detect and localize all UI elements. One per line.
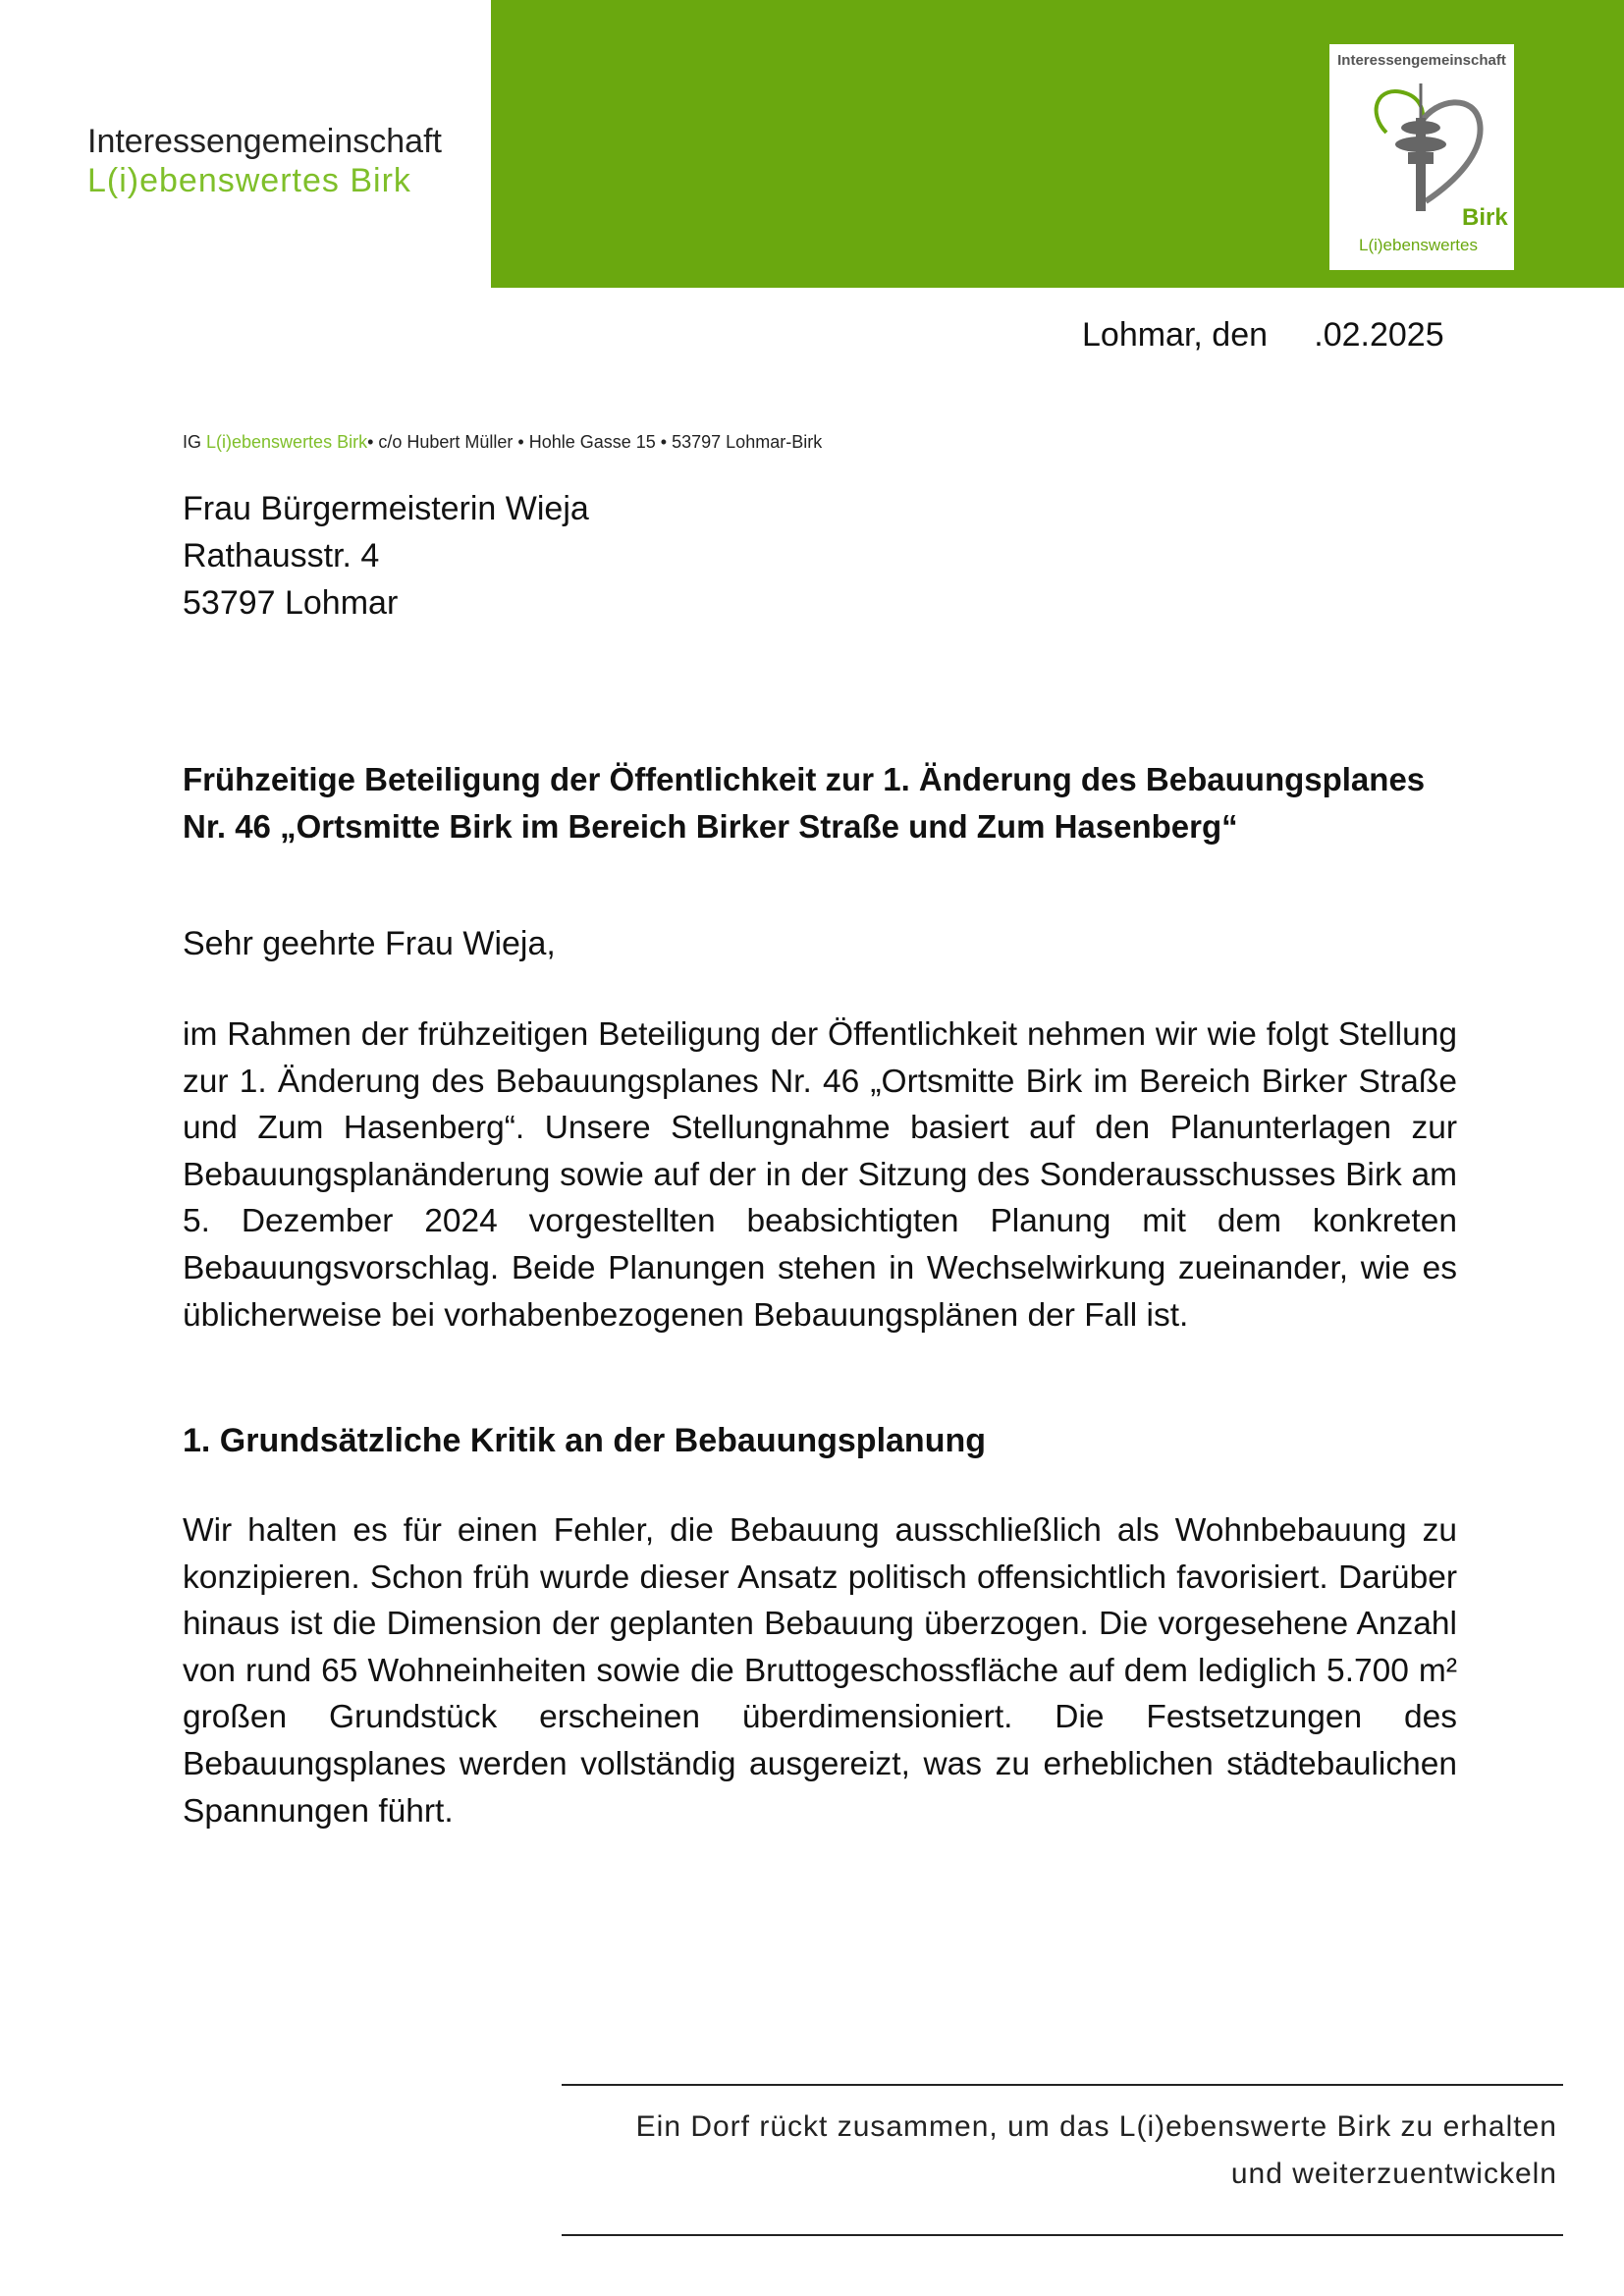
sender-prefix: IG [183,432,207,452]
recipient-name: Frau Bürgermeisterin Wieja [183,490,589,527]
recipient-city: 53797 Lohmar [183,584,399,622]
section-heading-1: 1. Grundsätzliche Kritik an der Bebauungsplanung [183,1422,987,1459]
footer-motto-line1: Ein Dorf rückt zusammen, um das L(i)ebenswerte Birk zu erhalten [635,2110,1557,2143]
salutation: Sehr geehrte Frau Wieja, [183,925,556,962]
sender-return-address [183,432,822,453]
logo-subtitle-text: L(i)ebenswertes [1359,236,1478,254]
organization-logo [1329,44,1514,270]
body-paragraph-1: im Rahmen der frühzeitigen Beteiligung der Öffentlichkeit nehmen wir wie folgt Stellung zur 1. Änderung des Bebauungsplanes Nr. 46 „Ortsmitte Birk im Bereich Birker Straße und Zum Hasenberg“. Unsere Stellungnahme basiert auf den Planunterlagen zur Bebauungsplanänderung sowie auf der in der Sitzung des Sonderausschusses Birk am 5. Dezember 2024 vorgestellten beabsichtigten Planung mit dem konkreten Bebauungsvorschlag. Beide Planungen stehen in Wechselwirkung zueinander, wie es üblicherweise bei vorhabenbezogenen Bebauungsplänen der Fall ist. [183,1016,1457,1334]
tower-heart-icon [1347,74,1494,221]
date-prefix: Lohmar, den [1082,316,1269,354]
footer-bottom-rule [562,2234,1563,2236]
letter-date [1082,316,1444,355]
recipient-address [183,485,589,627]
logo-top-text: Interessengemeinschaft [1337,52,1506,69]
footer-motto-line2: und weiterzuentwickeln [1230,2158,1557,2190]
sender-org: L(i)ebenswertes Birk [206,432,368,452]
body-paragraph-2: Wir halten es für einen Fehler, die Bebauung ausschließlich als Wohnbebauung zu konzipieren. Schon früh wurde dieser Ansatz politisch offensichtlich favorisiert. Darüber hinaus ist die Dimension der geplanten Bebauung überzogen. Die vorgesehene Anzahl von rund 65 Wohneinheiten sowie die Bruttogeschossfläche auf dem lediglich 5.700 m² großen Grundstück erscheinen überdimensioniert. Die Festsetzungen des Bebauungsplanes werden vollständig ausgereizt, was zu erheblichen städtebaulichen Spannungen führt. [183,1512,1457,1830]
date-value: .02.2025 [1314,316,1444,354]
org-name-line2: L(i)ebenswertes Birk [87,162,411,199]
logo-birk-text: Birk [1462,204,1508,231]
subject-line2: Nr. 46 „Ortsmitte Birk im Bereich Birker Straße und Zum Hasenberg“ [183,808,1238,845]
recipient-street: Rathausstr. 4 [183,537,380,574]
letter-subject [183,756,1459,850]
subject-line1: Frühzeitige Beteiligung der Öffentlichkeit zur 1. Änderung des Bebauungsplanes [183,761,1426,797]
footer-top-rule [562,2084,1563,2086]
footer-motto [562,2104,1557,2198]
sender-address: • c/o Hubert Müller • Hohle Gasse 15 • 53797 Lohmar-Birk [367,432,823,452]
organization-name [87,122,442,200]
org-name-line1: Interessengemeinschaft [87,123,442,160]
